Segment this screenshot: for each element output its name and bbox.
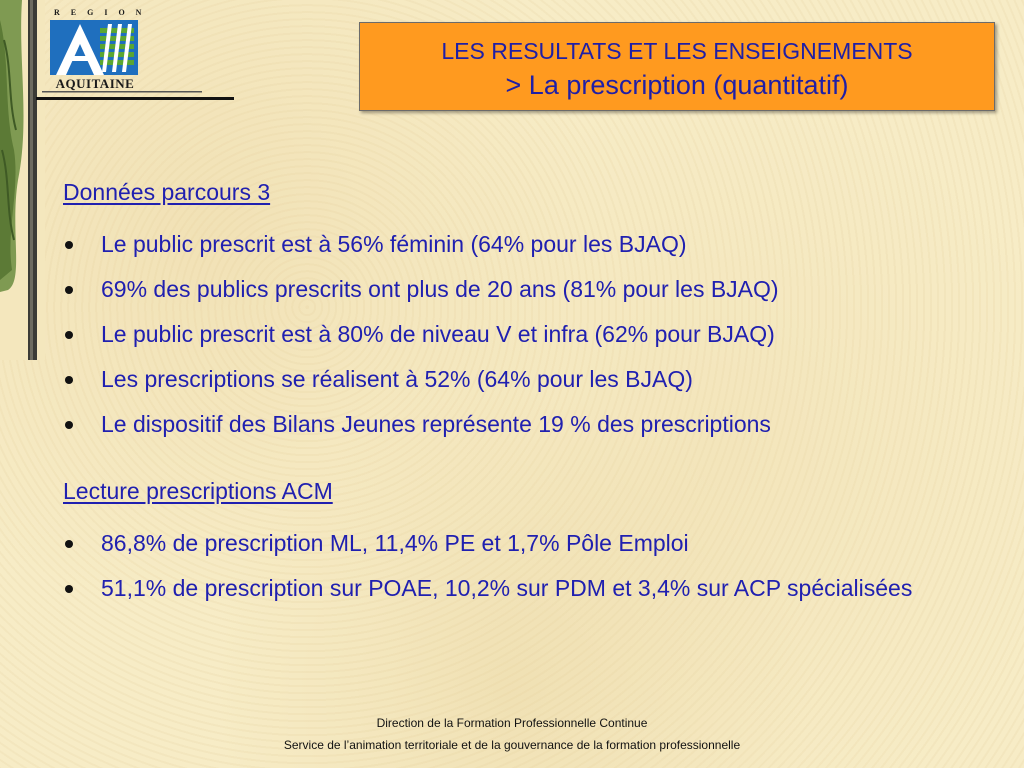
list-item-text: 51,1% de prescription sur POAE, 10,2% sur PDM et 3,4% sur ACP spécialisées [101,575,913,601]
list-item-text: Le public prescrit est à 56% féminin (64% pour les BJAQ) [101,231,687,257]
tree-decoration [0,0,45,360]
slide-title-box [359,22,995,111]
section-1-list [63,232,963,436]
bullet-icon [65,585,73,593]
footer-line-1: Direction de la Formation Professionnelle Continue [376,716,648,730]
list-item [63,367,963,391]
footer-line-2: Service de l’animation territoriale et de la gouvernance de la formation professionnelle [283,738,741,752]
logo-name: AQUITAINE [55,76,135,91]
list-item [63,412,963,436]
list-item [63,277,963,301]
section-heading-lecture-prescriptions: Lecture prescriptions ACM [63,478,333,504]
bullet-icon [65,421,73,429]
bullet-icon [65,331,73,339]
aquitaine-emblem-icon [50,20,138,75]
list-item-text: Le dispositif des Bilans Jeunes représente 19 % des prescriptions [101,411,771,437]
list-item [63,232,963,256]
bullet-icon [65,286,73,294]
logo-region-label: REGION [54,8,153,17]
section-2-list [63,531,963,600]
list-item-text: 86,8% de prescription ML, 11,4% PE et 1,7% Pôle Emploi [101,530,689,556]
bullet-icon [65,540,73,548]
region-aquitaine-logo [46,8,153,91]
slide-subtitle: > La prescription (quantitatif) [505,70,849,100]
list-item [63,576,963,600]
list-item [63,322,963,346]
bullet-icon [65,241,73,249]
list-item [63,531,963,555]
slide-title: LES RESULTATS ET LES ENSEIGNEMENTS [441,38,913,64]
header-divider [36,89,234,103]
list-item-text: 69% des publics prescrits ont plus de 20 ans (81% pour les BJAQ) [101,276,779,302]
section-heading-donnees-parcours: Données parcours 3 [63,179,271,205]
bullet-icon [65,376,73,384]
list-item-text: Les prescriptions se réalisent à 52% (64% pour les BJAQ) [101,366,693,392]
list-item-text: Le public prescrit est à 80% de niveau V et infra (62% pour BJAQ) [101,321,775,347]
